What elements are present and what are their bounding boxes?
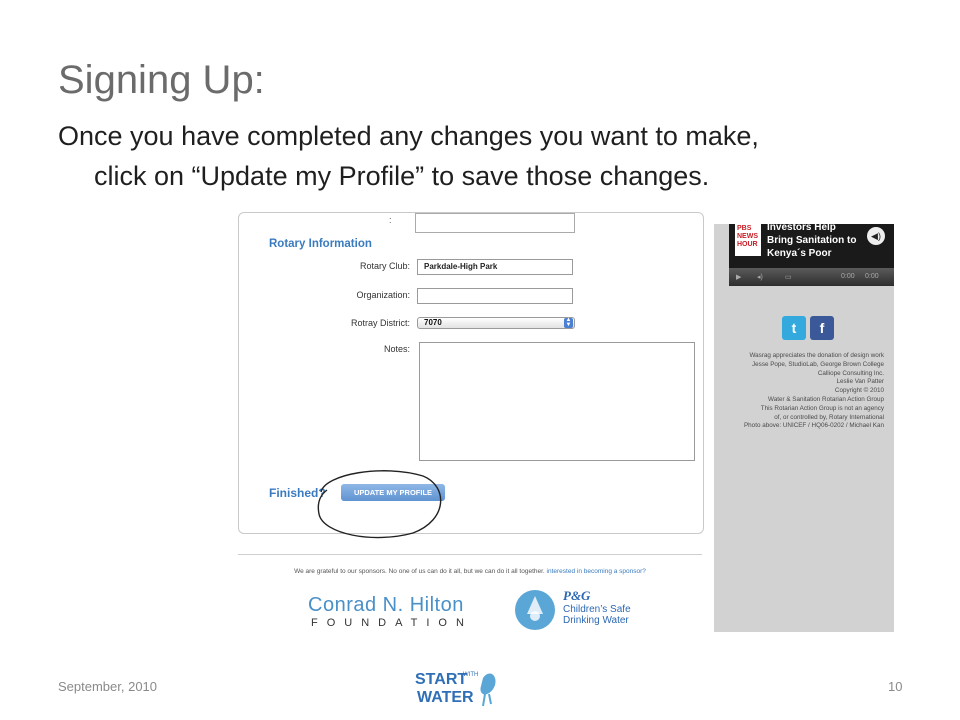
become-sponsor-link[interactable]: interested in becoming a sponsor? [546,568,646,575]
credit-line: Leslie Van Patter [836,378,884,386]
footer-date: September, 2010 [58,679,158,694]
video-title-line-2: Bring Sanitation to [767,235,857,246]
pbs-logo-line-2: NEWS [737,233,758,240]
logo-with: WITH [463,672,479,678]
video-title [767,221,856,260]
pg-tagline [563,604,631,626]
rotary-district-value: 7070 [424,318,442,327]
video-title-line-3: Kenya´s Poor [767,248,832,259]
video-title-line-1: Investors Help [767,222,836,233]
rotary-district-select[interactable] [417,317,575,329]
captions-icon[interactable]: ▭ [785,274,792,281]
update-my-profile-button[interactable]: UPDATE MY PROFILE [341,484,445,501]
pbs-newshour-logo [735,224,761,256]
social-links [782,316,834,340]
hilton-foundation-logo-name: Conrad N. Hilton [308,594,464,616]
site-credits [719,352,884,431]
pbs-logo-line-1: PBS [737,225,752,232]
hilton-foundation-logo-subtitle: FOUNDATION [311,617,473,629]
video-current-time: 0:00 [841,273,855,280]
profile-page-screenshot [223,215,894,632]
news-video-player[interactable] [729,224,894,286]
twitter-icon[interactable]: t [782,316,806,340]
finished-label: Finished? [269,486,326,500]
notes-textarea[interactable] [419,342,695,461]
credit-line: Photo above: UNICEF / HQ06-0202 / Michael Kan [743,422,884,430]
rotary-district-label: Rotray District: [350,318,410,328]
credit-line: Jesse Pope, StudioLab, George Brown College [752,360,884,368]
logo-start: START [415,671,468,688]
video-controls-bar[interactable] [729,268,894,286]
profile-form-panel [238,212,704,534]
pg-tagline-line-1: Children’s Safe [563,604,631,615]
play-icon[interactable]: ▶ [736,274,742,281]
credit-line: Water & Sanitation Rotarian Action Group [768,395,884,403]
slide-instructions [58,116,938,196]
select-arrows-icon: ▲ ▼ [565,317,572,328]
rotary-information-heading: Rotary Information [269,238,372,250]
instruction-line-2: click on “Update my Profile” to save those changes. [94,161,710,191]
pg-brand: P&G [563,588,591,603]
organization-label: Organization: [356,290,410,300]
page-number: 10 [888,679,903,694]
cut-off-input[interactable] [415,213,575,233]
logo-water: WATER [417,689,474,706]
credit-line: Wasrag appreciates the donation of design work [749,352,884,359]
credit-line: of, or controlled by, Rotary International [774,413,884,421]
notes-label: Notes: [383,344,410,354]
sponsor-message [238,568,702,575]
pg-water-drop-icon [505,586,565,630]
credit-line: Copyright © 2010 [834,387,884,395]
footer-divider [238,554,702,555]
credit-line: This Rotarian Action Group is not an agency [760,404,884,412]
video-sound-icon[interactable]: ◀) [867,227,885,245]
sponsor-text: We are grateful to our sponsors. No one of us can do it all, but we can do it all together. [294,568,545,575]
volume-icon[interactable]: ◂) [757,274,763,281]
slide-title: Signing Up: [58,58,265,102]
facebook-icon[interactable]: f [810,316,834,340]
pg-tagline-line-2: Drinking Water [563,615,629,626]
instruction-line-1: Once you have completed any changes you want to make, [58,121,759,151]
cut-off-label: : [389,215,392,225]
sidebar [714,224,894,632]
start-with-water-logo [413,666,505,710]
organization-input[interactable] [417,288,573,304]
pbs-logo-line-3: HOUR [737,241,758,248]
rotary-club-input[interactable]: Parkdale-High Park [417,259,573,275]
video-duration: 0:00 [865,273,879,280]
rotary-club-label: Rotary Club: [359,261,410,271]
credit-line: Calliope Consulting Inc. [817,369,884,377]
